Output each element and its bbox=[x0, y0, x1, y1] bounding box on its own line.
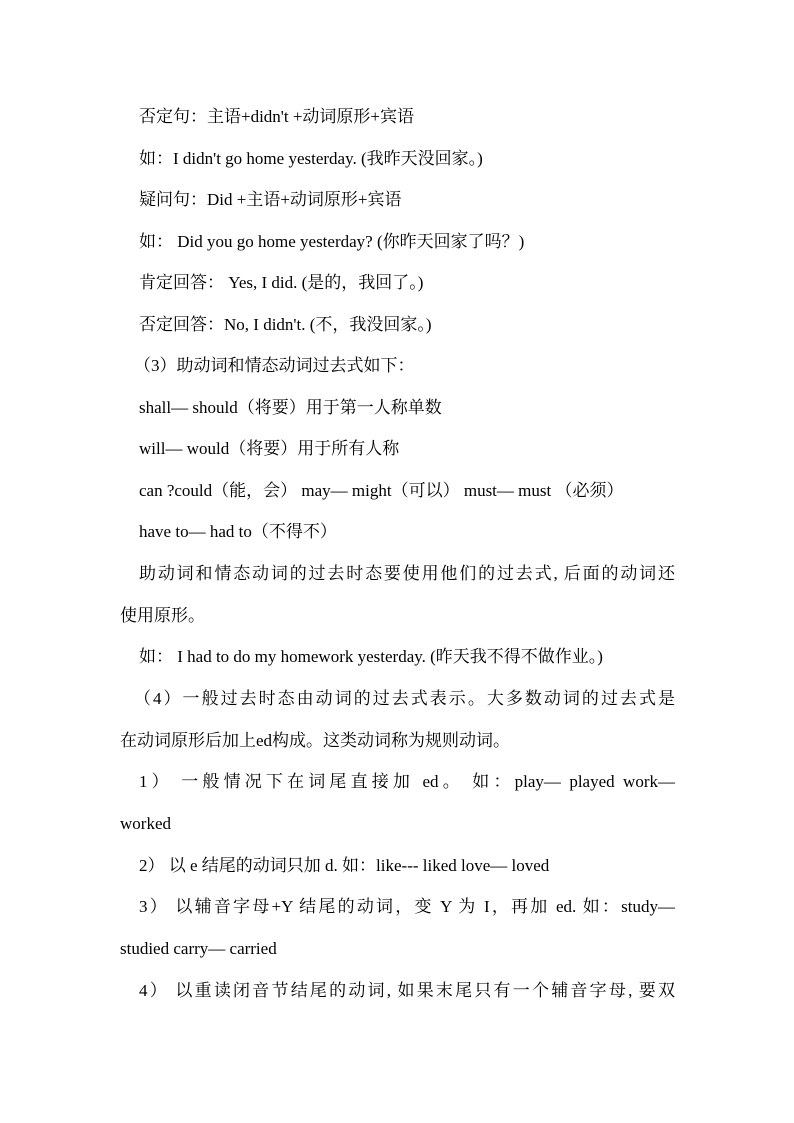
text-line-question-example: 如： Did you go home yesterday? (你昨天回家了吗？) bbox=[139, 232, 525, 251]
paragraph-modal-past-line2: 使用原形。 bbox=[120, 606, 205, 625]
section-heading-3: （3）助动词和情态动词过去式如下： bbox=[134, 356, 415, 375]
text-line-negative-example: 如：I didn't go home yesterday. (我昨天没回家。) bbox=[139, 149, 483, 168]
paragraph-modal-past-line1: 助动词和情态动词的过去时态要使用他们的过去式, 后面的动词还 bbox=[139, 564, 675, 583]
rule-2: 2） 以 e 结尾的动词只加 d. 如：like--- liked love— loved bbox=[139, 856, 550, 875]
rule-3-line2: studied carry— carried bbox=[120, 939, 277, 958]
rule-3-line1: 3） 以辅音字母+Y 结尾的动词，变 Y 为 I，再加 ed. 如：study— bbox=[139, 897, 675, 916]
text-line-affirmative-answer: 肯定回答： Yes, I did. (是的，我回了。) bbox=[139, 273, 424, 292]
text-line-shall: shall— should（将要）用于第一人称单数 bbox=[139, 398, 442, 417]
section-heading-4-line2: 在动词原形后加上ed构成。这类动词称为规则动词。 bbox=[120, 731, 511, 750]
text-line-have-to: have to— had to（不得不） bbox=[139, 522, 337, 541]
text-line-had-to-example: 如： I had to do my homework yesterday. (昨天我不得不做作业。) bbox=[139, 647, 603, 666]
text-line-can-may-must: can ?could（能，会） may— might（可以） must— must （必须） bbox=[139, 481, 624, 500]
text-line-question-form: 疑问句：Did +主语+动词原形+宾语 bbox=[139, 190, 402, 209]
rule-4-line1: 4） 以重读闭音节结尾的动词, 如果末尾只有一个辅音字母, 要双 bbox=[139, 981, 675, 1000]
rule-1-line1: 1） 一般情况下在词尾直接加 ed。 如：play— played work— bbox=[139, 772, 675, 791]
section-heading-4-line1: （4）一般过去时态由动词的过去式表示。大多数动词的过去式是 bbox=[134, 689, 675, 708]
text-line-negative-answer: 否定回答：No, I didn't. (不，我没回家。) bbox=[139, 315, 432, 334]
text-line-will: will— would（将要）用于所有人称 bbox=[139, 439, 400, 458]
rule-1-line2: worked bbox=[120, 814, 171, 833]
text-line-negative-form: 否定句：主语+didn't +动词原形+宾语 bbox=[139, 107, 415, 126]
